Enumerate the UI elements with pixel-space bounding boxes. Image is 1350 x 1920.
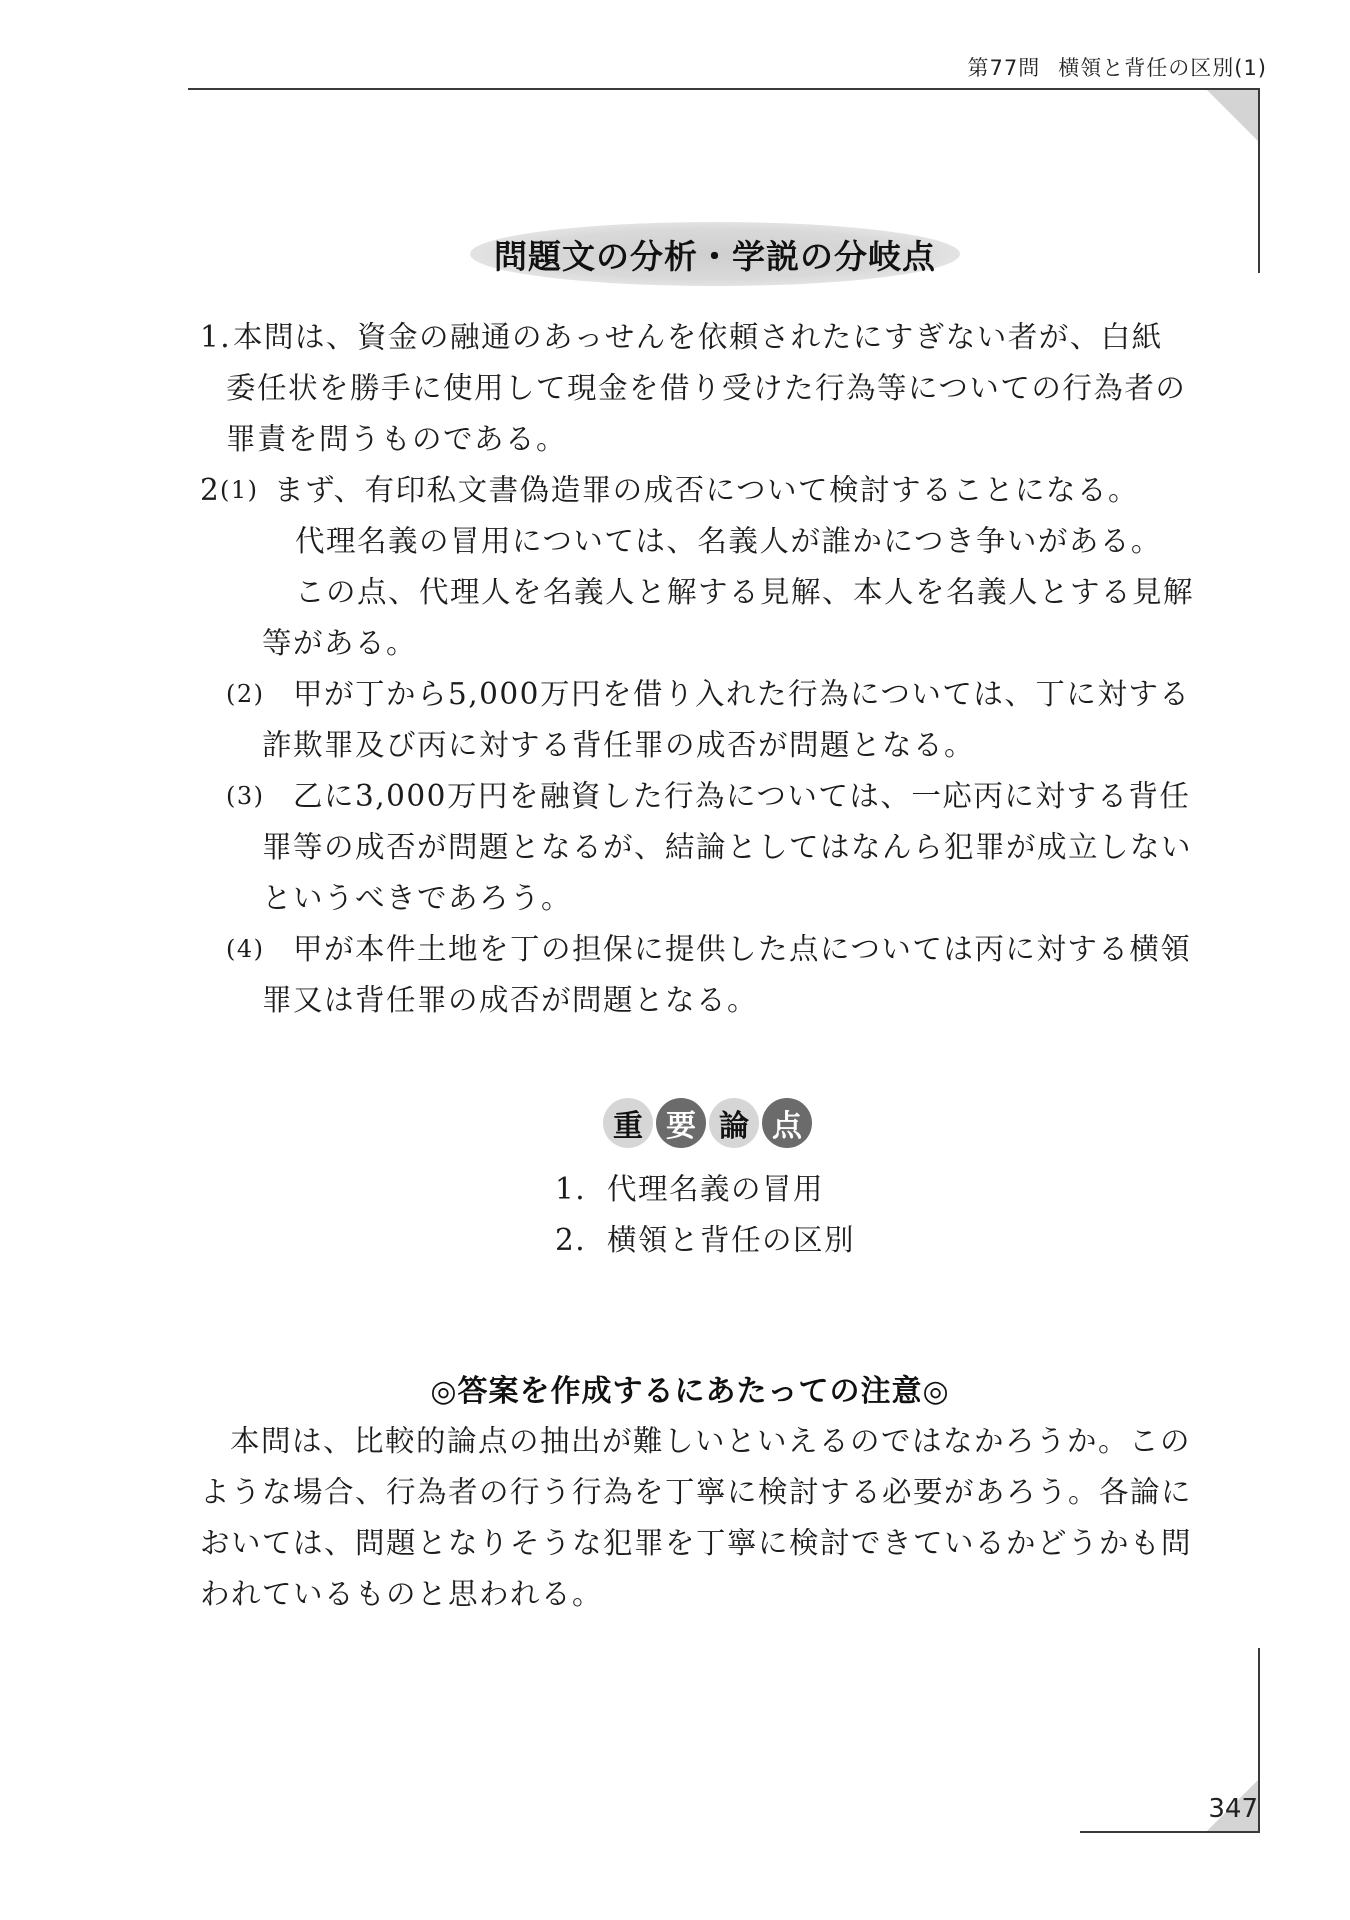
sub-item-marker: (1) (220, 476, 259, 504)
item-line: 代理名義の冒用については、名義人が誰かにつき争いがある。 (295, 524, 1162, 558)
keypoint-item (555, 1215, 855, 1266)
notes-line: ような場合、行為者の行う行為を丁寧に検討する必要があろう。各論に (200, 1475, 1193, 1509)
keypoints-list (555, 1164, 855, 1266)
corner-triangle-top (1207, 90, 1258, 141)
item-line: 罪又は背任罪の成否が問題となる。 (262, 983, 759, 1017)
item-line: 罪等の成否が問題となるが、結論としてはなんら犯罪が成立しない (262, 830, 1193, 864)
item-line: 乙に3,000万円を融資した行為については、一応丙に対する背任 (293, 779, 1191, 813)
item-line: 委任状を勝手に使用して現金を借り受けた行為等についての行為者の (226, 371, 1187, 405)
badge-char: 要 (656, 1098, 706, 1148)
keypoint-number: 2. (555, 1223, 587, 1257)
item-line: まず、有印私文書偽造罪の成否について検討することになる。 (274, 473, 1140, 507)
badge-char: 点 (762, 1098, 812, 1148)
badge-char: 論 (709, 1098, 759, 1148)
sub-item-marker: (4) (226, 935, 265, 963)
item-line: 本問は、資金の融通のあっせんを依頼されたにすぎない者が、白紙 (233, 320, 1163, 354)
running-header (968, 52, 1267, 82)
item-line: というべきであろう。 (262, 881, 573, 915)
item-line: 詐欺罪及び丙に対する背任罪の成否が問題となる。 (262, 728, 976, 762)
footer-rule (1080, 1831, 1260, 1833)
item-marker: 1. (200, 320, 232, 354)
analysis-item-2-3 (200, 771, 1230, 822)
analysis-heading: 問題文の分析・学説の分岐点 (470, 222, 960, 286)
chapter-number: 第77問 (967, 56, 1041, 80)
item-line: 等がある。 (262, 626, 418, 660)
chapter-title: 横領と背任の区別(1) (1058, 56, 1267, 80)
notes-text (200, 1416, 1230, 1620)
notes-line: おいては、問題となりそうな犯罪を丁寧に検討できているかどうかも問 (200, 1526, 1193, 1560)
keypoint-number: 1. (555, 1172, 587, 1206)
keypoint-item (555, 1164, 855, 1215)
analysis-item-2-2 (200, 669, 1230, 720)
analysis-item-2-4 (200, 924, 1230, 975)
analysis-item-1 (200, 312, 1230, 363)
analysis-item-2-1 (200, 465, 1230, 516)
keypoints-badge (603, 1098, 812, 1148)
item-marker: 2 (200, 473, 221, 507)
right-margin-rule-top (1258, 88, 1260, 273)
item-line: 甲が本件土地を丁の担保に提供した点については丙に対する横領 (293, 932, 1192, 966)
badge-char: 重 (603, 1098, 653, 1148)
notes-line: われているものと思われる。 (200, 1577, 604, 1611)
item-line: この点、代理人を名義人と解する見解、本人を名義人とする見解 (295, 575, 1195, 609)
keypoint-text: 横領と背任の区別 (607, 1223, 856, 1257)
keypoint-text: 代理名義の冒用 (607, 1172, 825, 1206)
item-line: 甲が丁から5,000万円を借り入れた行為については、丁に対する (293, 677, 1191, 711)
right-margin-rule-bottom (1258, 1648, 1260, 1833)
item-line: 罪責を問うものである。 (226, 422, 568, 456)
sub-item-marker: (2) (226, 680, 265, 708)
notes-line: 本問は、比較的論点の抽出が難しいといえるのではなかろうか。この (230, 1424, 1192, 1458)
page-number: 347 (1208, 1794, 1258, 1824)
notes-heading: ◎答案を作成するにあたっての注意◎ (430, 1374, 950, 1409)
analysis-list (200, 312, 1230, 1026)
header-rule (188, 88, 1260, 90)
sub-item-marker: (3) (226, 782, 265, 810)
